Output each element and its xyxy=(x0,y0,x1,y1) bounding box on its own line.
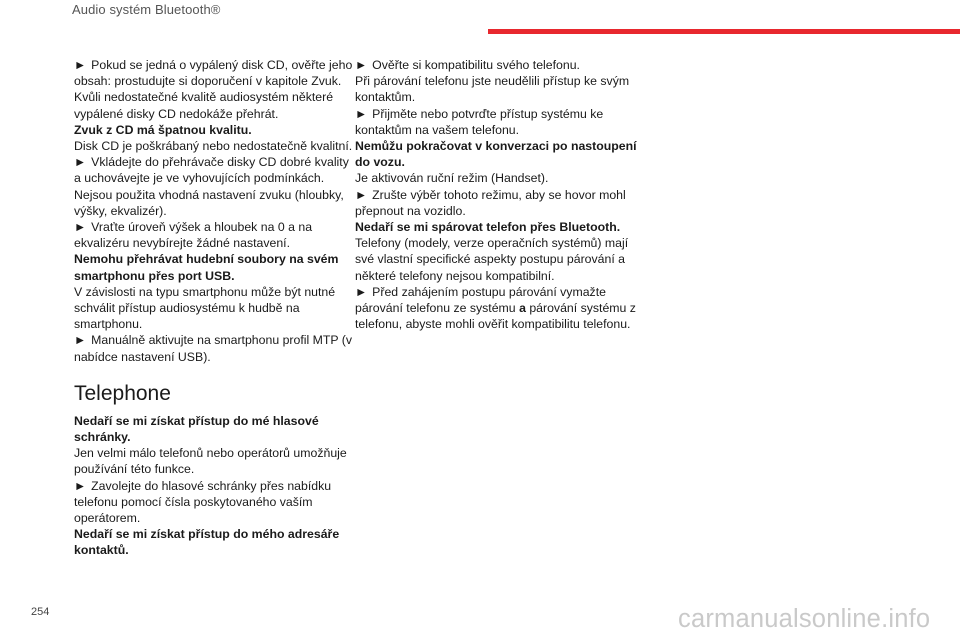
paragraph: Jen velmi málo telefonů nebo operátorů umožňuje používání této funkce. xyxy=(74,446,347,477)
section-title: Telephone xyxy=(74,381,171,405)
paragraph: V závislosti na typu smartphonu může být nutné schválit přístup audiosystému k hudbě na smartphonu. xyxy=(74,284,336,332)
paragraph: Disk CD je poškrábaný nebo nedostatečně kvalitní. xyxy=(74,139,353,154)
question-heading: Nedaří se mi spárovat telefon přes Bluetooth. xyxy=(355,220,621,235)
paragraph: ► Vkládejte do přehrávače disky CD dobré kvality a uchovávejte je ve vyhovujících podmínkách. xyxy=(74,155,349,186)
question-heading: Nedaří se mi získat přístup do mé hlasové schránky. xyxy=(74,413,319,445)
header-accent-bar xyxy=(488,29,960,34)
paragraph: Nejsou použita vhodná nastavení zvuku (hloubky, výšky, ekvalizér). xyxy=(74,187,344,218)
bullet-arrow-icon: ► xyxy=(355,106,368,121)
paragraph: ► Zrušte výběr tohoto režimu, aby se hovor mohl přepnout na vozidlo. xyxy=(355,187,626,218)
bullet-arrow-icon: ► xyxy=(74,58,87,72)
paragraph: ► Zavolejte do hlasové schránky přes nabídku telefonu pomocí čísla poskytovaného vaším operátorem. xyxy=(74,478,332,526)
paragraph: ► Vraťte úroveň výšek a hloubek na 0 a na ekvalizéru nevybírejte žádné nastavení. xyxy=(74,220,313,251)
bullet-arrow-icon: ► xyxy=(74,478,87,493)
bullet-arrow-icon: ► xyxy=(74,333,87,348)
bullet-arrow-icon: ► xyxy=(355,58,368,72)
paragraph: Je aktivován ruční režim (Handset). xyxy=(355,171,549,186)
question-heading: Nemůžu pokračovat v konverzaci po nastoupení do vozu. xyxy=(355,139,637,170)
bullet-arrow-icon: ► xyxy=(74,155,87,170)
question-heading: Zvuk z CD má špatnou kvalitu. xyxy=(74,122,252,137)
bullet-arrow-icon: ► xyxy=(355,284,368,299)
bullet-arrow-icon: ► xyxy=(74,220,87,235)
paragraph: Při párování telefonu jste neudělili přístup ke svým kontaktům. xyxy=(355,74,630,105)
watermark: carmanualsonline.info xyxy=(678,605,931,633)
paragraph: Telefony (modely, verze operačních systémů) mají své vlastní specifické aspekty postupu párování a některé telefony nejsou kompatibilní. xyxy=(355,236,629,283)
question-heading: Nemohu přehrávat hudební soubory na svém smartphonu přes port USB. xyxy=(74,252,339,283)
header-title: Audio systém Bluetooth® xyxy=(72,2,221,17)
paragraph: ► Manuálně aktivujte na smartphonu profil MTP (v nabídce nastavení USB). xyxy=(74,333,353,364)
page-number: 254 xyxy=(31,606,50,618)
paragraph: ► Ověřte si kompatibilitu svého telefonu. xyxy=(355,58,580,72)
question-heading: Nedaří se mi získat přístup do mého adresáře kontaktů. xyxy=(74,527,340,558)
bullet-arrow-icon: ► xyxy=(355,187,368,202)
left-column xyxy=(74,57,356,559)
paragraph: ► Přijměte nebo potvrďte přístup systému ke kontaktům na vašem telefonu. xyxy=(355,106,604,137)
paragraph: ► Pokud se jedná o vypálený disk CD, ověřte jeho obsah: prostudujte si doporučení v kapitole Zvuk. xyxy=(74,58,353,89)
paragraph: Kvůli nedostatečné kvalitě audiosystém některé vypálené disky CD nedokáže přehrát. xyxy=(74,90,334,121)
right-column xyxy=(355,57,637,332)
paragraph: ► Před zahájením postupu párování vymažte párování telefonu ze systému a párování systému z telefonu, abyste mohli ověřit kompatibilitu telefonu. xyxy=(355,284,636,332)
